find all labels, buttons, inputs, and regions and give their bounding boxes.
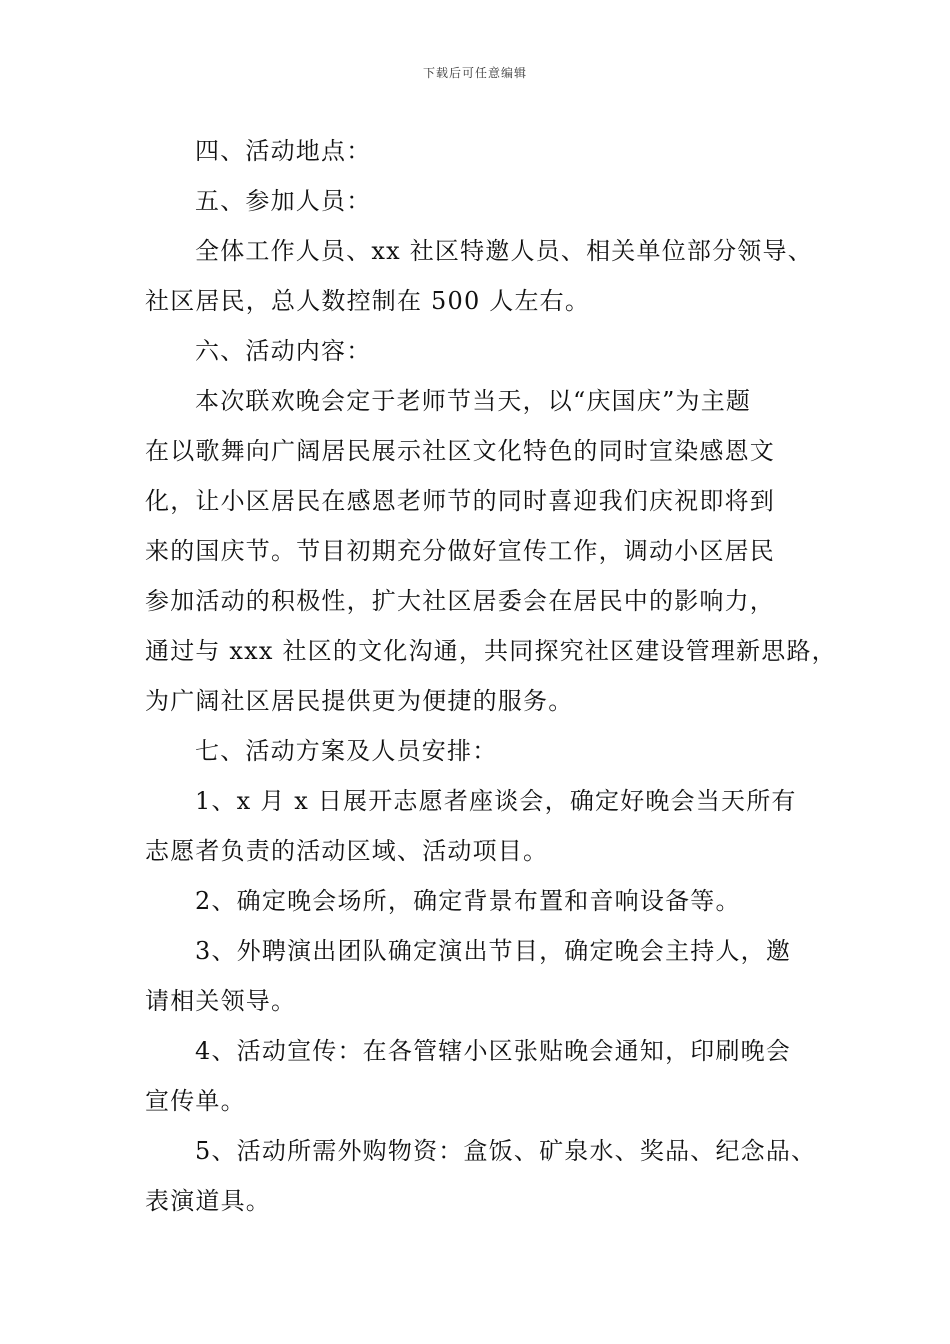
paragraph-line: 为广阔社区居民提供更为便捷的服务。 xyxy=(145,687,574,715)
section-heading-plan: 七、活动方案及人员安排： xyxy=(195,737,498,765)
section-heading-venue: 四、活动地点： xyxy=(195,137,372,165)
paragraph-line: 宣传单。 xyxy=(145,1087,246,1115)
paragraph-line: 请相关领导。 xyxy=(145,987,297,1015)
paragraph-line: 在以歌舞向广阔居民展示社区文化特色的同时宣染感恩文 xyxy=(145,437,775,465)
paragraph-line: 全体工作人员、xx 社区特邀人员、相关单位部分领导、 xyxy=(195,237,813,265)
section-heading-content: 六、活动内容： xyxy=(195,337,372,365)
paragraph-line: 社区居民，总人数控制在 500 人左右。 xyxy=(145,287,591,315)
paragraph-line: 表演道具。 xyxy=(145,1187,271,1215)
section-heading-participants: 五、参加人员： xyxy=(195,187,372,215)
list-item-1: 1、x 月 x 日展开志愿者座谈会，确定好晚会当天所有 xyxy=(195,787,797,815)
paragraph-line: 志愿者负责的活动区域、活动项目。 xyxy=(145,837,549,865)
page-header-note: 下载后可任意编辑 xyxy=(422,66,527,80)
paragraph-line: 参加活动的积极性，扩大社区居委会在居民中的影响力， xyxy=(145,587,775,615)
list-item-2: 2、确定晚会场所，确定背景布置和音响设备等。 xyxy=(195,887,741,915)
paragraph-line: 化，让小区居民在感恩老师节的同时喜迎我们庆祝即将到 xyxy=(145,487,775,515)
list-item-4: 4、活动宣传：在各管辖小区张贴晚会通知，印刷晚会 xyxy=(195,1037,792,1065)
paragraph-line: 通过与 xxx 社区的文化沟通，共同探究社区建设管理新思路， xyxy=(145,637,837,665)
list-item-3: 3、外聘演出团队确定演出节目，确定晚会主持人，邀 xyxy=(195,937,792,965)
list-item-5: 5、活动所需外购物资：盒饭、矿泉水、奖品、纪念品、 xyxy=(195,1137,817,1165)
paragraph-line: 本次联欢晚会定于老师节当天，以“庆国庆”为主题 xyxy=(195,387,752,415)
paragraph-line: 来的国庆节。节目初期充分做好宣传工作，调动小区居民 xyxy=(145,537,775,565)
document-body xyxy=(145,126,837,1226)
